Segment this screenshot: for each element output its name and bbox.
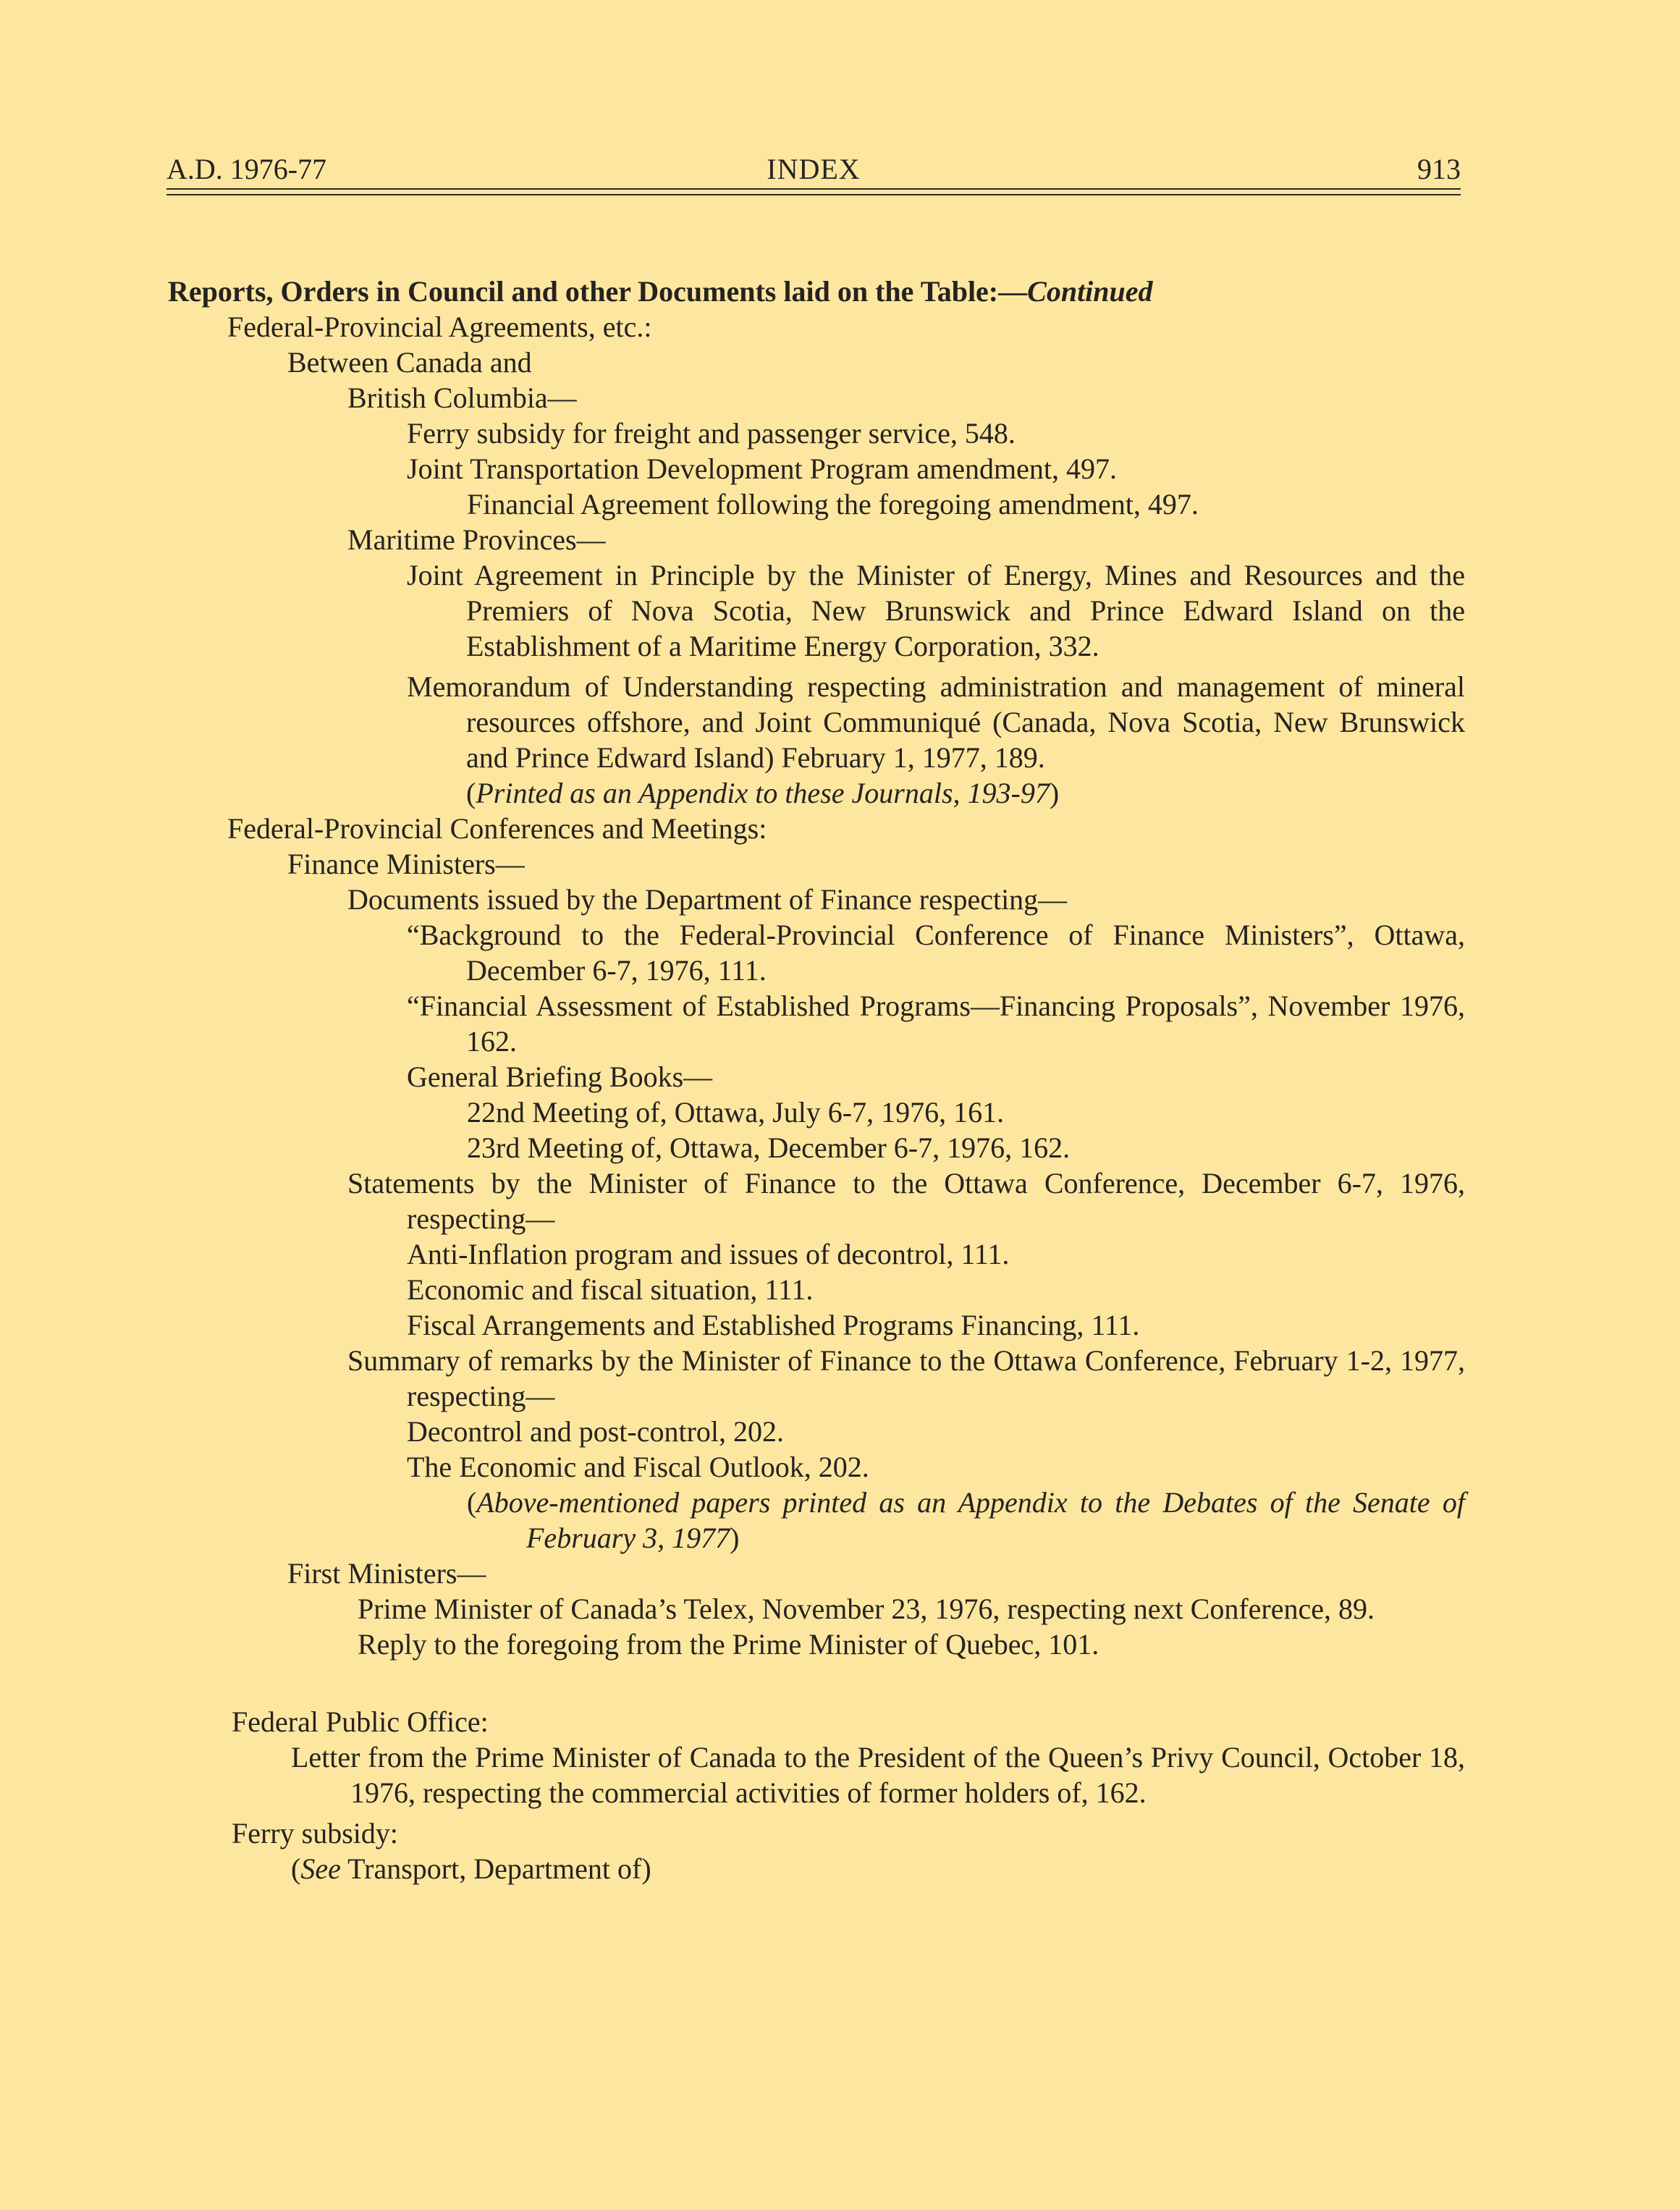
index-entry: Maritime Provinces— [347,523,606,556]
section-heading-continued: Continued [1027,275,1153,308]
index-entry: “Background to the Federal-Provincial Conference of Finance Ministers”, Ottawa, December 6-7, 1976, 111. [407,919,1465,987]
index-entry: Prime Minister of Canada’s Telex, November 23, 1976, respecting next Conference, 89. [358,1593,1375,1625]
header-rule-top [166,188,1461,190]
index-entry-note: (Printed as an Appendix to these Journals, 193-97) [466,777,1060,809]
index-entry: Fiscal Arrangements and Established Programs Financing, 111. [407,1309,1140,1341]
index-entry: Joint Transportation Development Program amendment, 497. [407,452,1117,485]
index-entry: Statements by the Minister of Finance to the Ottawa Conference, December 6-7, 1976, respecting— [347,1167,1465,1235]
header-rule-bottom [166,194,1461,195]
index-entry: Documents issued by the Department of Finance respecting— [347,883,1068,916]
index-entry: Decontrol and post-control, 202. [407,1415,784,1448]
index-entry: First Ministers— [287,1557,486,1590]
index-entry: Federal-Provincial Agreements, etc.: [227,311,652,343]
header-page-number: 913 [1417,153,1461,185]
section-heading [168,274,1465,309]
section-heading-text: Reports, Orders in Council and other Documents laid on the Table:— [168,275,1028,308]
index-entry: Reply to the foregoing from the Prime Minister of Quebec, 101. [358,1628,1099,1661]
running-header [166,149,1461,190]
index-entry: 22nd Meeting of, Ottawa, July 6-7, 1976, 161. [467,1096,1005,1129]
index-entry: Ferry subsidy for freight and passenger service, 548. [407,417,1016,450]
header-title: INDEX [767,153,861,185]
header-year: A.D. 1976-77 [166,153,327,185]
index-entry: General Briefing Books— [407,1060,713,1093]
index-entry: Letter from the Prime Minister of Canada to the President of the Queen’s Privy Council, October 18, 1976, respecting the commercial activities of former holders of, 162. [291,1741,1465,1809]
index-entry: Anti-Inflation program and issues of decontrol, 111. [407,1238,1010,1270]
index-entry-see-reference: (See Transport, Department of) [291,1852,651,1885]
index-entry: Memorandum of Understanding respecting administration and management of mineral resources offshore, and Joint Communiqué (Canada, Nova Scotia, New Brunswick and Prince Edward Island) February 1, 1977, 189. [407,670,1465,774]
index-entry: Ferry subsidy: [232,1817,398,1850]
index-entry: Federal Public Office: [232,1705,489,1738]
index-entry: Finance Ministers— [287,848,525,880]
index-entry: Joint Agreement in Principle by the Minister of Energy, Mines and Resources and the Premiers of Nova Scotia, New Brunswick and Prince Edward Island on the Establishment of a Maritime Energy Corporation, 332. [407,559,1465,662]
index-entry: The Economic and Fiscal Outlook, 202. [407,1451,869,1483]
index-entry: British Columbia— [347,381,577,414]
index-entry: Financial Agreement following the foregoing amendment, 497. [467,488,1199,520]
index-entry: “Financial Assessment of Established Programs—Financing Proposals”, November 1976, 162. [407,990,1465,1058]
index-entry-note: (Above-mentioned papers printed as an Appendix to the Debates of the Senate of February 3, 1977) [467,1486,1465,1554]
index-entry: Summary of remarks by the Minister of Finance to the Ottawa Conference, February 1-2, 1977, respecting— [347,1344,1465,1412]
index-content [168,274,1465,1886]
index-entry: 23rd Meeting of, Ottawa, December 6-7, 1976, 162. [467,1131,1071,1164]
index-entry: Between Canada and [287,346,532,379]
index-entry: Economic and fiscal situation, 111. [407,1273,814,1306]
index-entry: Federal-Provincial Conferences and Meetings: [227,812,767,845]
